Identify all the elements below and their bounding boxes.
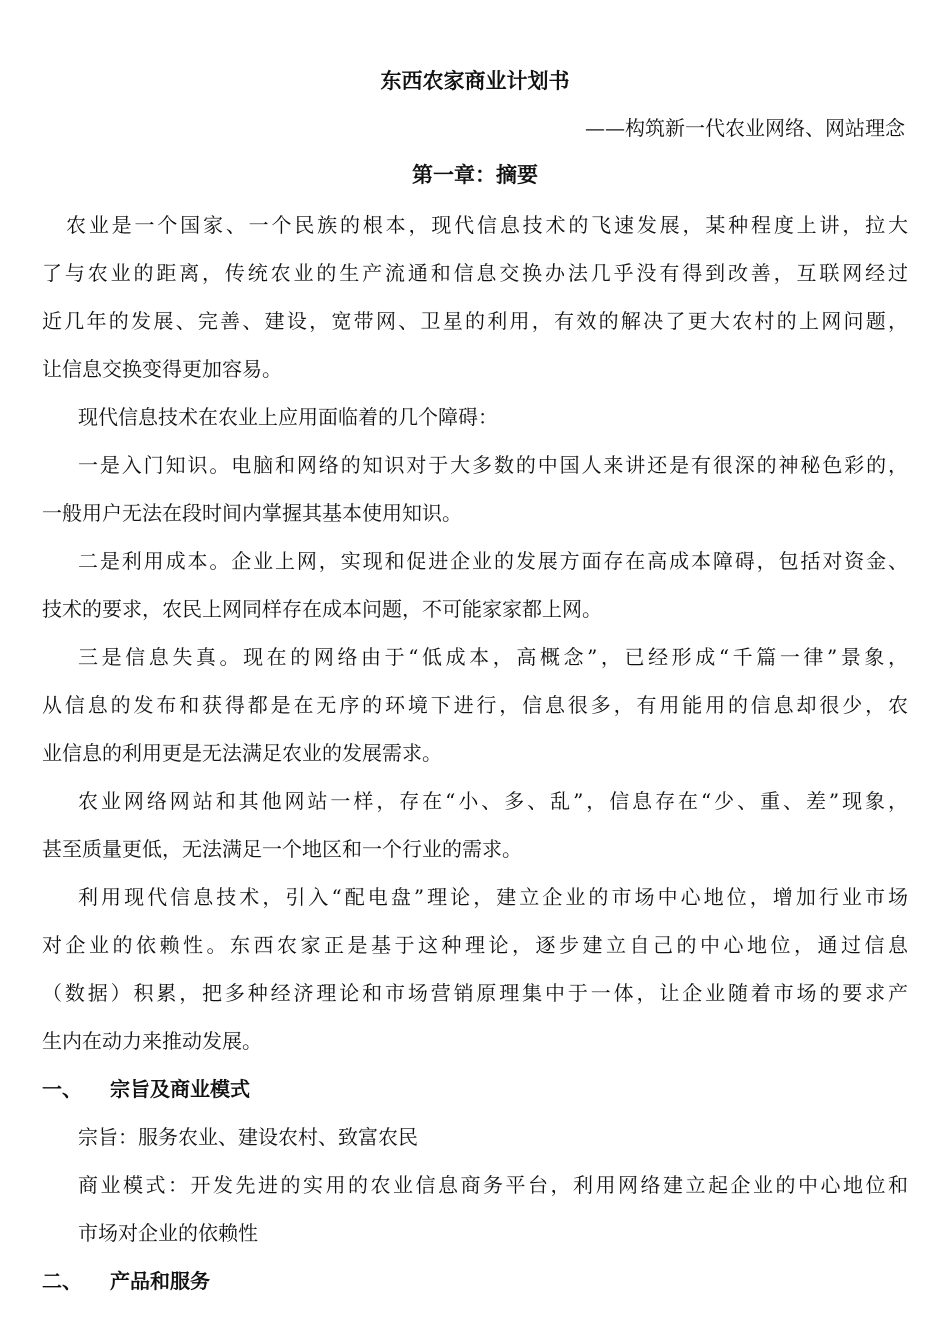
paragraph (42, 447, 908, 543)
paragraph (42, 207, 908, 399)
text-line: （数据）积累，把多种经济理论和市场营销原理集中于一体，让企业随着市场的要求产 (42, 981, 908, 1005)
text-line: 市场对企业的依赖性 (78, 1221, 258, 1245)
text-line: 农业是一个国家、一个民族的根本，现代信息技术的飞速发展，某种程度上讲，拉大 (66, 213, 908, 237)
purpose-line: 宗旨：服务农业、建设农村、致富农民 (78, 1125, 418, 1149)
text-line: 技术的要求，农民上网同样存在成本问题，不可能家家都上网。 (42, 597, 602, 621)
paragraph (42, 543, 908, 639)
section-heading (42, 1263, 908, 1311)
text-line: 甚至质量更低，无法满足一个地区和一个行业的需求。 (42, 837, 522, 861)
document-body (42, 207, 908, 1311)
text-line: 利用现代信息技术，引入“配电盘”理论，建立企业的市场中心地位，增加行业市场 (78, 885, 908, 909)
text-line: 让信息交换变得更加容易。 (42, 357, 282, 381)
text-line: 商业模式：开发先进的实用的农业信息商务平台，利用网络建立起企业的中心地位和 (78, 1173, 908, 1197)
text-line: 生内在动力来推动发展。 (42, 1029, 262, 1053)
section-number: 二、 (42, 1269, 82, 1293)
text-line: 近几年的发展、完善、建设，宽带网、卫星的利用，有效的解决了更大农村的上网问题， (42, 309, 908, 333)
paragraph (42, 783, 908, 879)
paragraph (42, 399, 908, 447)
text-line: 业信息的利用更是无法满足农业的发展需求。 (42, 741, 442, 765)
text-line: 一般用户无法在段时间内掌握其基本使用知识。 (42, 501, 462, 525)
section-number: 一、 (42, 1077, 82, 1101)
text-line: 了与农业的距离，传统农业的生产流通和信息交换办法几乎没有得到改善，互联网经过 (42, 261, 908, 285)
paragraph (42, 639, 908, 783)
document-subtitle: ——构筑新一代农业网络、网站理念 (585, 116, 905, 140)
text-line: 对企业的依赖性。东西农家正是基于这种理论，逐步建立自己的中心地位，通过信息 (42, 933, 908, 957)
text-line: 二是利用成本。企业上网，实现和促进企业的发展方面存在高成本障碍，包括对资金、 (78, 549, 908, 573)
text-line: 三是信息失真。现在的网络由于“低成本，高概念”，已经形成“千篇一律”景象， (78, 645, 908, 669)
text-line: 从信息的发布和获得都是在无序的环境下进行，信息很多，有用能用的信息却很少，农 (42, 693, 908, 717)
section-heading (42, 1071, 908, 1119)
text-line: 现代信息技术在农业上应用面临着的几个障碍： (78, 405, 498, 429)
document-title: 东西农家商业计划书 (380, 68, 570, 93)
chapter-heading: 第一章：摘要 (412, 162, 538, 187)
section-title: 宗旨及商业模式 (110, 1077, 250, 1101)
text-line: 农业网络网站和其他网站一样，存在“小、多、乱”，信息存在“少、重、差”现象， (78, 789, 908, 813)
paragraph (42, 879, 908, 1071)
text-line: 一是入门知识。电脑和网络的知识对于大多数的中国人来讲还是有很深的神秘色彩的， (78, 453, 908, 477)
section-title: 产品和服务 (110, 1269, 210, 1293)
